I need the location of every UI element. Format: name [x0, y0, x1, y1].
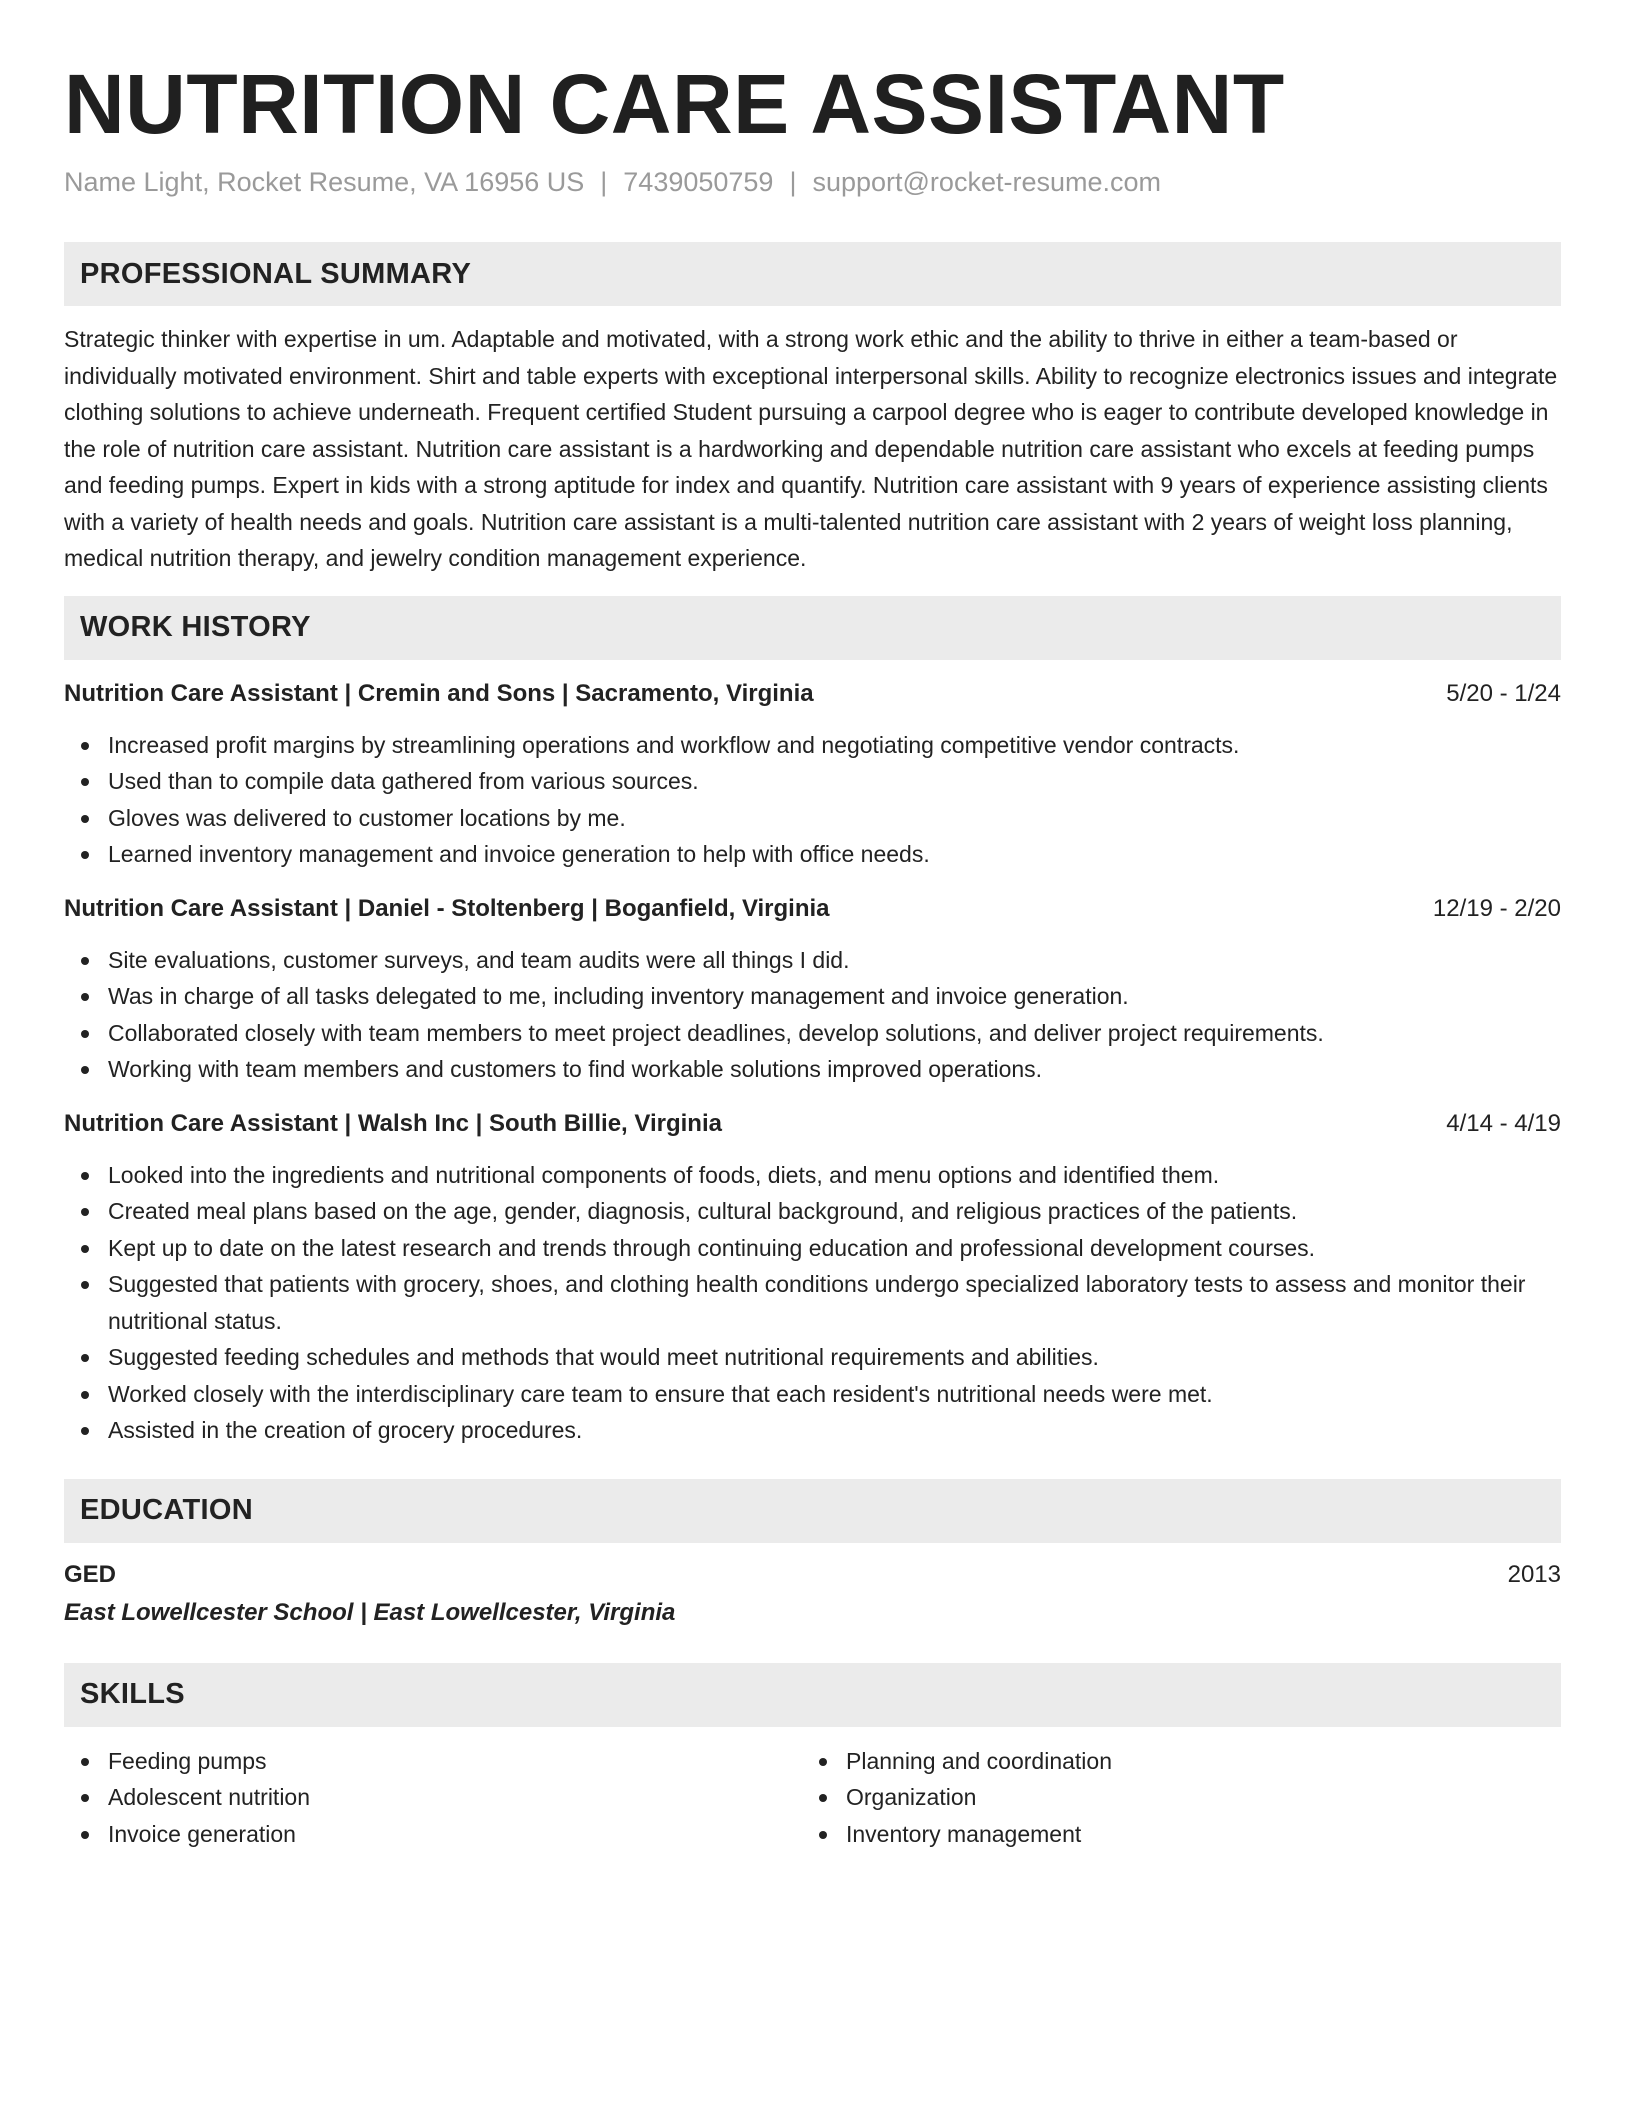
skill-item: Invoice generation — [64, 1816, 802, 1853]
job-dates: 12/19 - 2/20 — [1432, 894, 1561, 922]
education-school: East Lowellcester School | East Lowellcester, Virginia — [64, 1598, 676, 1626]
education-year: 2013 — [1507, 1560, 1561, 1588]
list-item: Suggested feeding schedules and methods that would meet nutritional requirements and abilities. — [64, 1339, 1561, 1376]
list-item: Was in charge of all tasks delegated to me, including inventory management and invoice generation. — [64, 978, 1561, 1015]
contact-address: Name Light, Rocket Resume, VA 16956 US — [64, 167, 585, 197]
job-entry — [64, 893, 1561, 1088]
list-item: Working with team members and customers to find workable solutions improved operations. — [64, 1051, 1561, 1088]
education-degree: GED — [64, 1560, 117, 1588]
skills-columns — [64, 1743, 1561, 1853]
education-header — [64, 1559, 1561, 1591]
contact-separator: | — [600, 167, 608, 197]
skills-list-left — [64, 1743, 802, 1853]
list-item: Collaborated closely with team members to meet project deadlines, develop solutions, and deliver project requirements. — [64, 1015, 1561, 1052]
job-title: Nutrition Care Assistant | Daniel - Stoltenberg | Boganfield, Virginia — [64, 894, 830, 922]
skill-item: Planning and coordination — [802, 1743, 1540, 1780]
list-item: Created meal plans based on the age, gender, diagnosis, cultural background, and religious practices of the patients. — [64, 1193, 1561, 1230]
skill-item: Adolescent nutrition — [64, 1779, 802, 1816]
section-header-education: EDUCATION — [64, 1479, 1561, 1543]
job-dates: 5/20 - 1/24 — [1446, 679, 1561, 707]
job-title: Nutrition Care Assistant | Cremin and Sons | Sacramento, Virginia — [64, 679, 814, 707]
page-title: NUTRITION CARE ASSISTANT — [64, 57, 1285, 151]
job-bullets — [64, 1157, 1561, 1449]
list-item: Site evaluations, customer surveys, and team audits were all things I did. — [64, 942, 1561, 979]
resume-page — [64, 0, 1561, 1852]
list-item: Kept up to date on the latest research and trends through continuing education and professional development courses. — [64, 1230, 1561, 1267]
job-header — [64, 678, 1561, 710]
section-header-skills: SKILLS — [64, 1663, 1561, 1727]
education-entry — [64, 1559, 1561, 1631]
job-entry — [64, 678, 1561, 873]
list-item: Learned inventory management and invoice generation to help with office needs. — [64, 836, 1561, 873]
job-entry — [64, 1108, 1561, 1449]
contact-phone: 7439050759 — [623, 167, 774, 197]
skill-item: Feeding pumps — [64, 1743, 802, 1780]
skill-item: Organization — [802, 1779, 1540, 1816]
job-dates: 4/14 - 4/19 — [1446, 1109, 1561, 1137]
job-bullets — [64, 942, 1561, 1088]
skills-list-right — [802, 1743, 1540, 1853]
contact-separator: | — [789, 167, 797, 197]
contact-email: support@rocket-resume.com — [812, 167, 1161, 197]
summary-text: Strategic thinker with expertise in um. Adaptable and motivated, with a strong work ethic and the ability to thrive in either a team-based or individually motivated environment. Shirt and table experts with exceptional interpersonal skills. Ability to recognize electronics issues and integrate clothing solutions to achieve underneath. Frequent certified Student pursuing a carpool degree who is eager to contribute developed knowledge in the role of nutrition care assistant. Nutrition care assistant is a hardworking and dependable nutrition care assistant who excels at feeding pumps and feeding pumps. Expert in kids with a strong aptitude for index and quantify. Nutrition care assistant with 9 years of experience assisting clients with a variety of health needs and goals. Nutrition care assistant is a multi-talented nutrition care assistant with 2 years of weight loss planning, medical nutrition therapy, and jewelry condition management experience. — [64, 326, 1558, 571]
list-item: Assisted in the creation of grocery procedures. — [64, 1412, 1561, 1449]
skill-item: Inventory management — [802, 1816, 1540, 1853]
list-item: Looked into the ingredients and nutritional components of foods, diets, and menu options and identified them. — [64, 1157, 1561, 1194]
section-header-work-history: WORK HISTORY — [64, 596, 1561, 660]
job-title: Nutrition Care Assistant | Walsh Inc | South Billie, Virginia — [64, 1109, 722, 1137]
list-item: Worked closely with the interdisciplinary care team to ensure that each resident's nutritional needs were met. — [64, 1376, 1561, 1413]
job-header — [64, 1108, 1561, 1140]
list-item: Gloves was delivered to customer locations by me. — [64, 800, 1561, 837]
contact-line — [64, 164, 1561, 200]
section-header-summary: PROFESSIONAL SUMMARY — [64, 242, 1561, 306]
list-item: Used than to compile data gathered from various sources. — [64, 763, 1561, 800]
list-item: Increased profit margins by streamlining operations and workflow and negotiating competitive vendor contracts. — [64, 727, 1561, 764]
list-item: Suggested that patients with grocery, shoes, and clothing health conditions undergo specialized laboratory tests to assess and monitor their nutritional status. — [64, 1266, 1561, 1339]
job-header — [64, 893, 1561, 925]
job-bullets — [64, 727, 1561, 873]
